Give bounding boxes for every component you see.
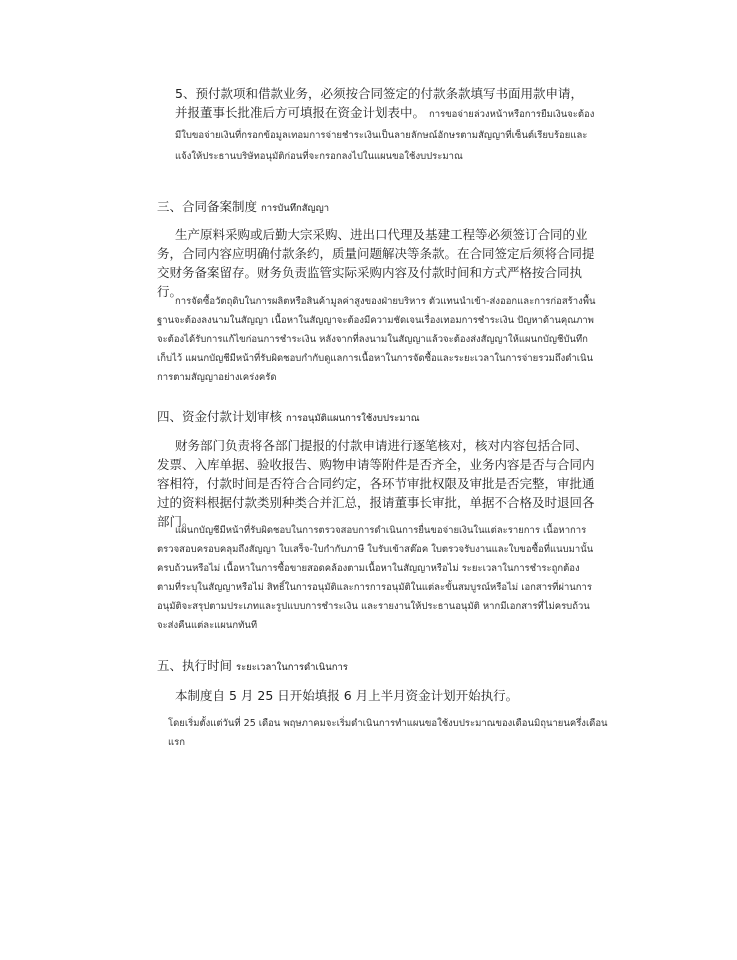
section-4-body-th: แผนกบัญชีมีหน้าที่รับผิดชอบในการตรวจสอบการดำเนินการยื่นขอจ่ายเงินในแต่ละรายการ เนื้อหาการตรวจสอบครอบคลุมถึงสัญญา ใบเสร็จ-ใบกำกับภาษี ใบรับเข้าสต๊อค ใบตรวจรับงานและใบขอซื้อที่แนบมานั้นครบถ้วนหรือไม่ เนื้อหาในการซื้อขายสอดคล้องตามเนื้อหาในสัญญาหรือไม่ ระยะเวลาในการชำระถูกต้องตามที่ระบุในสัญญาหรือไม่ สิทธิ์ในการอนุมัติและการการอนุมัติในแต่ละขั้นสมบูรณ์หรือไม่ เอกสารที่ผ่านการอนุมัติจะสรุปตามประเภทและรูปแบบการชำระเงิน และรายงานให้ประธานอนุมัติ หากมีเอกสารที่ไม่ครบถ้วนจะส่งคืนแต่ละแผนกทันที: [157, 525, 594, 631]
section-4-heading-zh: 四、资金付款计划审核: [157, 409, 283, 424]
section-5-heading-zh: 五、执行时间: [157, 658, 233, 673]
section-4-heading-th: การอนุมัติแผนการใช้งบประมาณ: [286, 413, 420, 424]
section-3-body-zh: 生产原料采购或后勤大宗采购、进出口代理及基建工程等必须签订合同的业务，合同内容应明确付款条约，质量问题解决等条款。在合同签定后须将合同提交财务备案留存。财务负责监管实际采购内容及付款时间和方式严格按合同执行。: [157, 227, 595, 299]
item-5-paragraph: [175, 84, 595, 166]
section-3-heading-zh: 三、合同备案制度: [157, 199, 258, 214]
section-5-heading-th: ระยะเวลาในการดำเนินการ: [236, 662, 348, 673]
section-4-heading: [157, 407, 597, 428]
section-3-heading: [157, 197, 597, 218]
section-4-body-zh: 财务部门负责将各部门提报的付款申请进行逐笔核对，核对内容包括合同、发票、入库单据、验收报告、购物申请等附件是否齐全，业务内容是否与合同内容相符，付款时间是否符合合同约定，各环节审批权限及审批是否完整，审批通过的资料根据付款类别种类合并汇总，报请董事长审批，单据不合格及时退回各部门。: [157, 438, 595, 529]
section-3-body-th: การจัดซื้อวัตถุดิบในการผลิตหรือสินค้ามูลค่าสูงของฝ่ายบริหาร ตัวแทนนำเข้า-ส่งออกและการก่อสร้างพื้นฐานจะต้องลงนามในสัญญา เนื้อหาในสัญญาจะต้องมีความชัดเจนเรื่องเทอมการชำระเงิน ปัญหาด้านคุณภาพจะต้องได้รับการแก้ไขก่อนการชำระเงิน หลังจากที่ลงนามในสัญญาแล้วจะต้องส่งสัญญาให้แผนกบัญชีบันทึกเก็บไว้ แผนกบัญชีมีหน้าที่รับผิดชอบกำกับดูแลการเนื้อหาในการจัดซื้อและระยะเวลาในการจ่ายรวมถึงดำเนินการตามสัญญาอย่างเคร่งครัด: [157, 296, 596, 383]
section-3-heading-th: การบันทึกสัญญา: [261, 203, 330, 214]
item-5-zh: 5、预付款项和借款业务，必须按合同签定的付款条款填写书面用款申请，并报董事长批准后方可填报在资金计划表中。: [175, 86, 583, 120]
section-5-heading: [157, 656, 597, 677]
section-5-body-zh: 本制度自 5 月 25 日开始填报 6 月上半月资金计划开始执行。: [175, 688, 519, 703]
section-5-body-th: โดยเริ่มตั้งแต่วันที่ 25 เดือน พฤษภาคมจะเริ่มดำเนินการทำแผนขอใช้งบประมาณของเดือนมิถุนายนครึ่งเดือนแรก: [168, 718, 608, 748]
item-5-th: การขอจ่ายล่วงหน้าหรือการยืมเงินจะต้องมีใบขอจ่ายเงินที่กรอกข้อมูลเทอมการจ่ายชำระเงินเป็นลายลักษณ์อักษรตามสัญญาที่เซ็นต์เรียบร้อยและแจ้งให้ประธานบริษัทอนุมัติก่อนที่จะกรอกลงไปในแผนขอใช้งบประมาณ: [175, 109, 595, 162]
